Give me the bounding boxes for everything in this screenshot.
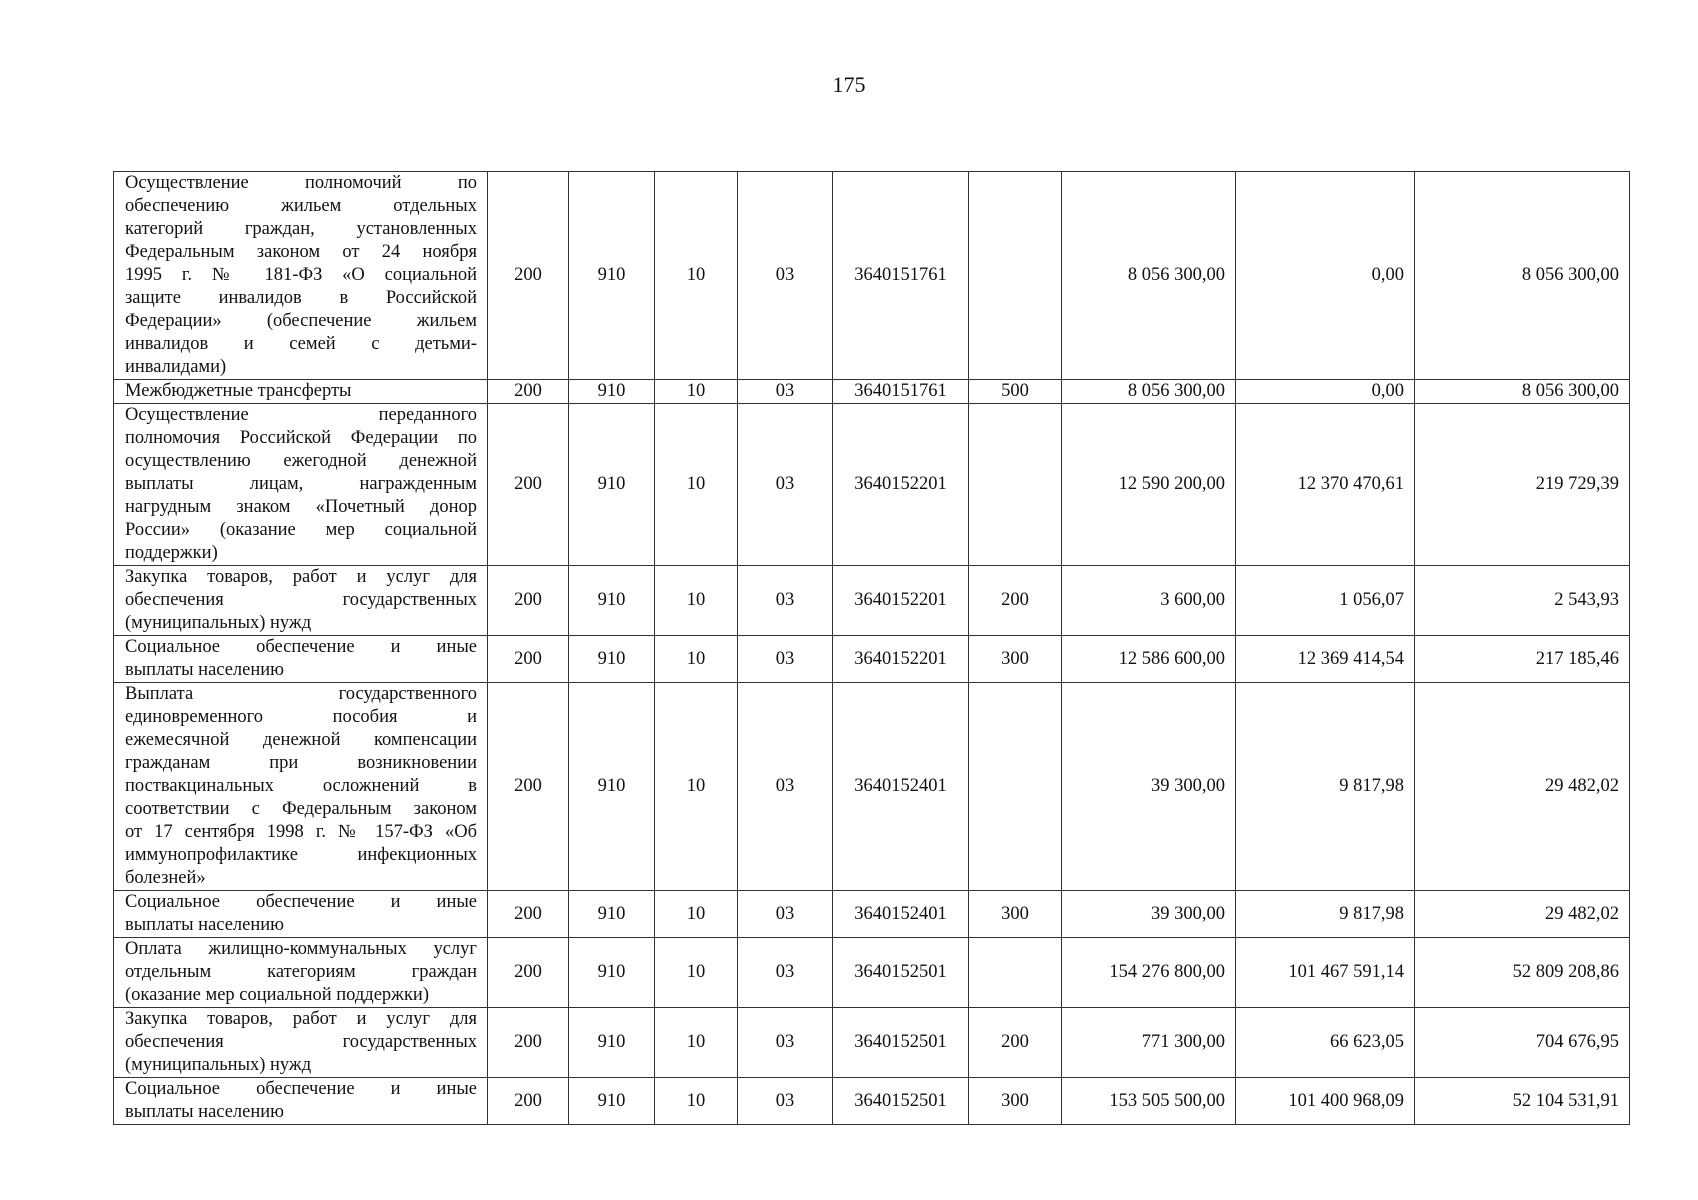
target-article-cell: 3640152501 [833, 1008, 969, 1078]
expense-type-cell: 200 [969, 1008, 1062, 1078]
row-description [114, 380, 488, 404]
section-code-cell: 10 [655, 636, 738, 683]
description-line: Закупка товаров, работ и услуг для [125, 1009, 477, 1029]
target-article-cell: 3640152201 [833, 636, 969, 683]
row-description [114, 404, 488, 566]
description-line: осуществлению ежегодной денежной [125, 451, 477, 471]
expense-type-cell: 200 [969, 566, 1062, 636]
target-article-cell: 3640152201 [833, 404, 969, 566]
ministry-code-cell: 910 [569, 938, 655, 1008]
description-line: иммунопрофилактике инфекционных [125, 845, 477, 865]
executed-amount-cell: 9 817,98 [1236, 683, 1415, 891]
table-body [114, 172, 1630, 1125]
description-line: соответствии с Федеральным законом [125, 799, 477, 819]
admin-code-cell: 200 [488, 1078, 569, 1125]
description-line: единовременного пособия и [125, 707, 477, 727]
admin-code-cell: 200 [488, 172, 569, 380]
remaining-amount-cell: 52 809 208,86 [1415, 938, 1630, 1008]
planned-amount-cell: 39 300,00 [1062, 891, 1236, 938]
section-code-cell: 10 [655, 566, 738, 636]
description-line: нагрудным знаком «Почетный донор [125, 497, 477, 517]
section-code-cell: 10 [655, 1078, 738, 1125]
executed-amount-cell: 9 817,98 [1236, 891, 1415, 938]
target-article-cell: 3640152401 [833, 683, 969, 891]
row-description [114, 683, 488, 891]
section-code-cell: 10 [655, 683, 738, 891]
admin-code-cell: 200 [488, 636, 569, 683]
description-line: обеспечения государственных [125, 1032, 477, 1052]
expense-type-cell [969, 938, 1062, 1008]
planned-amount-cell: 8 056 300,00 [1062, 172, 1236, 380]
expense-type-cell: 300 [969, 891, 1062, 938]
table-row [114, 380, 1630, 404]
description-line: Федерации» (обеспечение жильем [125, 311, 477, 331]
planned-amount-cell: 8 056 300,00 [1062, 380, 1236, 404]
planned-amount-cell: 12 590 200,00 [1062, 404, 1236, 566]
planned-amount-cell: 3 600,00 [1062, 566, 1236, 636]
remaining-amount-cell: 29 482,02 [1415, 683, 1630, 891]
table-row [114, 404, 1630, 566]
description-line: гражданам при возникновении [125, 753, 477, 773]
table-row [114, 683, 1630, 891]
remaining-amount-cell: 219 729,39 [1415, 404, 1630, 566]
remaining-amount-cell: 2 543,93 [1415, 566, 1630, 636]
admin-code-cell: 200 [488, 891, 569, 938]
description-line: 1995 г. № 181-ФЗ «О социальной [125, 265, 477, 285]
executed-amount-cell: 0,00 [1236, 172, 1415, 380]
description-line: инвалидами) [125, 357, 227, 377]
page-number: 175 [832, 72, 866, 97]
target-article-cell: 3640152501 [833, 938, 969, 1008]
table-row [114, 891, 1630, 938]
description-line: обеспечения государственных [125, 590, 477, 610]
description-line: от 17 сентября 1998 г. № 157-ФЗ «Об [125, 822, 477, 842]
executed-amount-cell: 0,00 [1236, 380, 1415, 404]
ministry-code-cell: 910 [569, 891, 655, 938]
target-article-cell: 3640152401 [833, 891, 969, 938]
description-line: Социальное обеспечение и иные [125, 637, 477, 657]
description-line: Социальное обеспечение и иные [125, 1079, 477, 1099]
subsection-code-cell: 03 [738, 172, 833, 380]
planned-amount-cell: 771 300,00 [1062, 1008, 1236, 1078]
subsection-code-cell: 03 [738, 636, 833, 683]
planned-amount-cell: 12 586 600,00 [1062, 636, 1236, 683]
executed-amount-cell: 12 370 470,61 [1236, 404, 1415, 566]
expense-type-cell [969, 172, 1062, 380]
subsection-code-cell: 03 [738, 404, 833, 566]
description-line: Федеральным законом от 24 ноября [125, 242, 477, 262]
planned-amount-cell: 153 505 500,00 [1062, 1078, 1236, 1125]
executed-amount-cell: 1 056,07 [1236, 566, 1415, 636]
ministry-code-cell: 910 [569, 1078, 655, 1125]
ministry-code-cell: 910 [569, 1008, 655, 1078]
description-line: Социальное обеспечение и иные [125, 892, 477, 912]
section-code-cell: 10 [655, 1008, 738, 1078]
description-line: (муниципальных) нужд [125, 1055, 312, 1075]
expense-type-cell: 500 [969, 380, 1062, 404]
target-article-cell: 3640152501 [833, 1078, 969, 1125]
remaining-amount-cell: 704 676,95 [1415, 1008, 1630, 1078]
table-row [114, 636, 1630, 683]
description-line: категорий граждан, установленных [125, 219, 477, 239]
description-line: Выплата государственного [125, 684, 477, 704]
ministry-code-cell: 910 [569, 380, 655, 404]
description-line: выплаты лицам, награжденным [125, 474, 477, 494]
table-row [114, 172, 1630, 380]
description-line: Закупка товаров, работ и услуг для [125, 567, 477, 587]
expense-type-cell: 300 [969, 636, 1062, 683]
row-description [114, 891, 488, 938]
table-row [114, 1008, 1630, 1078]
description-line: Оплата жилищно-коммунальных услуг [125, 939, 477, 959]
ministry-code-cell: 910 [569, 172, 655, 380]
executed-amount-cell: 101 467 591,14 [1236, 938, 1415, 1008]
expense-type-cell [969, 404, 1062, 566]
expense-type-cell: 300 [969, 1078, 1062, 1125]
target-article-cell: 3640152201 [833, 566, 969, 636]
executed-amount-cell: 66 623,05 [1236, 1008, 1415, 1078]
remaining-amount-cell: 8 056 300,00 [1415, 172, 1630, 380]
remaining-amount-cell: 8 056 300,00 [1415, 380, 1630, 404]
ministry-code-cell: 910 [569, 683, 655, 891]
description-line: выплаты населению [125, 1102, 284, 1122]
planned-amount-cell: 154 276 800,00 [1062, 938, 1236, 1008]
description-line: полномочия Российской Федерации по [125, 428, 477, 448]
section-code-cell: 10 [655, 380, 738, 404]
description-line: Осуществление полномочий по [125, 173, 477, 193]
row-description [114, 636, 488, 683]
description-line: инвалидов и семей с детьми- [125, 334, 477, 354]
row-description [114, 938, 488, 1008]
description-line: ежемесячной денежной компенсации [125, 730, 477, 750]
description-line: России» (оказание мер социальной [125, 520, 477, 540]
section-code-cell: 10 [655, 938, 738, 1008]
row-description [114, 1008, 488, 1078]
row-description [114, 1078, 488, 1125]
description-line: выплаты населению [125, 915, 284, 935]
planned-amount-cell: 39 300,00 [1062, 683, 1236, 891]
description-line: поствакцинальных осложнений в [125, 776, 477, 796]
row-description [114, 172, 488, 380]
section-code-cell: 10 [655, 404, 738, 566]
ministry-code-cell: 910 [569, 636, 655, 683]
executed-amount-cell: 12 369 414,54 [1236, 636, 1415, 683]
remaining-amount-cell: 29 482,02 [1415, 891, 1630, 938]
description-line: болезней» [125, 868, 206, 888]
budget-table [113, 171, 1630, 1125]
admin-code-cell: 200 [488, 380, 569, 404]
subsection-code-cell: 03 [738, 1078, 833, 1125]
subsection-code-cell: 03 [738, 1008, 833, 1078]
description-line: обеспечению жильем отдельных [125, 196, 477, 216]
target-article-cell: 3640151761 [833, 380, 969, 404]
ministry-code-cell: 910 [569, 404, 655, 566]
description-line: (оказание мер социальной поддержки) [125, 985, 429, 1005]
executed-amount-cell: 101 400 968,09 [1236, 1078, 1415, 1125]
description-line: защите инвалидов в Российской [125, 288, 477, 308]
description-line: поддержки) [125, 543, 218, 563]
table-row [114, 566, 1630, 636]
table-row [114, 938, 1630, 1008]
ministry-code-cell: 910 [569, 566, 655, 636]
subsection-code-cell: 03 [738, 938, 833, 1008]
subsection-code-cell: 03 [738, 683, 833, 891]
admin-code-cell: 200 [488, 404, 569, 566]
subsection-code-cell: 03 [738, 566, 833, 636]
admin-code-cell: 200 [488, 683, 569, 891]
row-description [114, 566, 488, 636]
admin-code-cell: 200 [488, 566, 569, 636]
description-line: Осуществление переданного [125, 405, 477, 425]
expense-type-cell [969, 683, 1062, 891]
subsection-code-cell: 03 [738, 891, 833, 938]
admin-code-cell: 200 [488, 938, 569, 1008]
description-line: Межбюджетные трансферты [125, 381, 352, 401]
section-code-cell: 10 [655, 172, 738, 380]
description-line: (муниципальных) нужд [125, 613, 312, 633]
section-code-cell: 10 [655, 891, 738, 938]
target-article-cell: 3640151761 [833, 172, 969, 380]
description-line: выплаты населению [125, 660, 284, 680]
description-line: отдельным категориям граждан [125, 962, 477, 982]
subsection-code-cell: 03 [738, 380, 833, 404]
remaining-amount-cell: 52 104 531,91 [1415, 1078, 1630, 1125]
admin-code-cell: 200 [488, 1008, 569, 1078]
table-row [114, 1078, 1630, 1125]
remaining-amount-cell: 217 185,46 [1415, 636, 1630, 683]
